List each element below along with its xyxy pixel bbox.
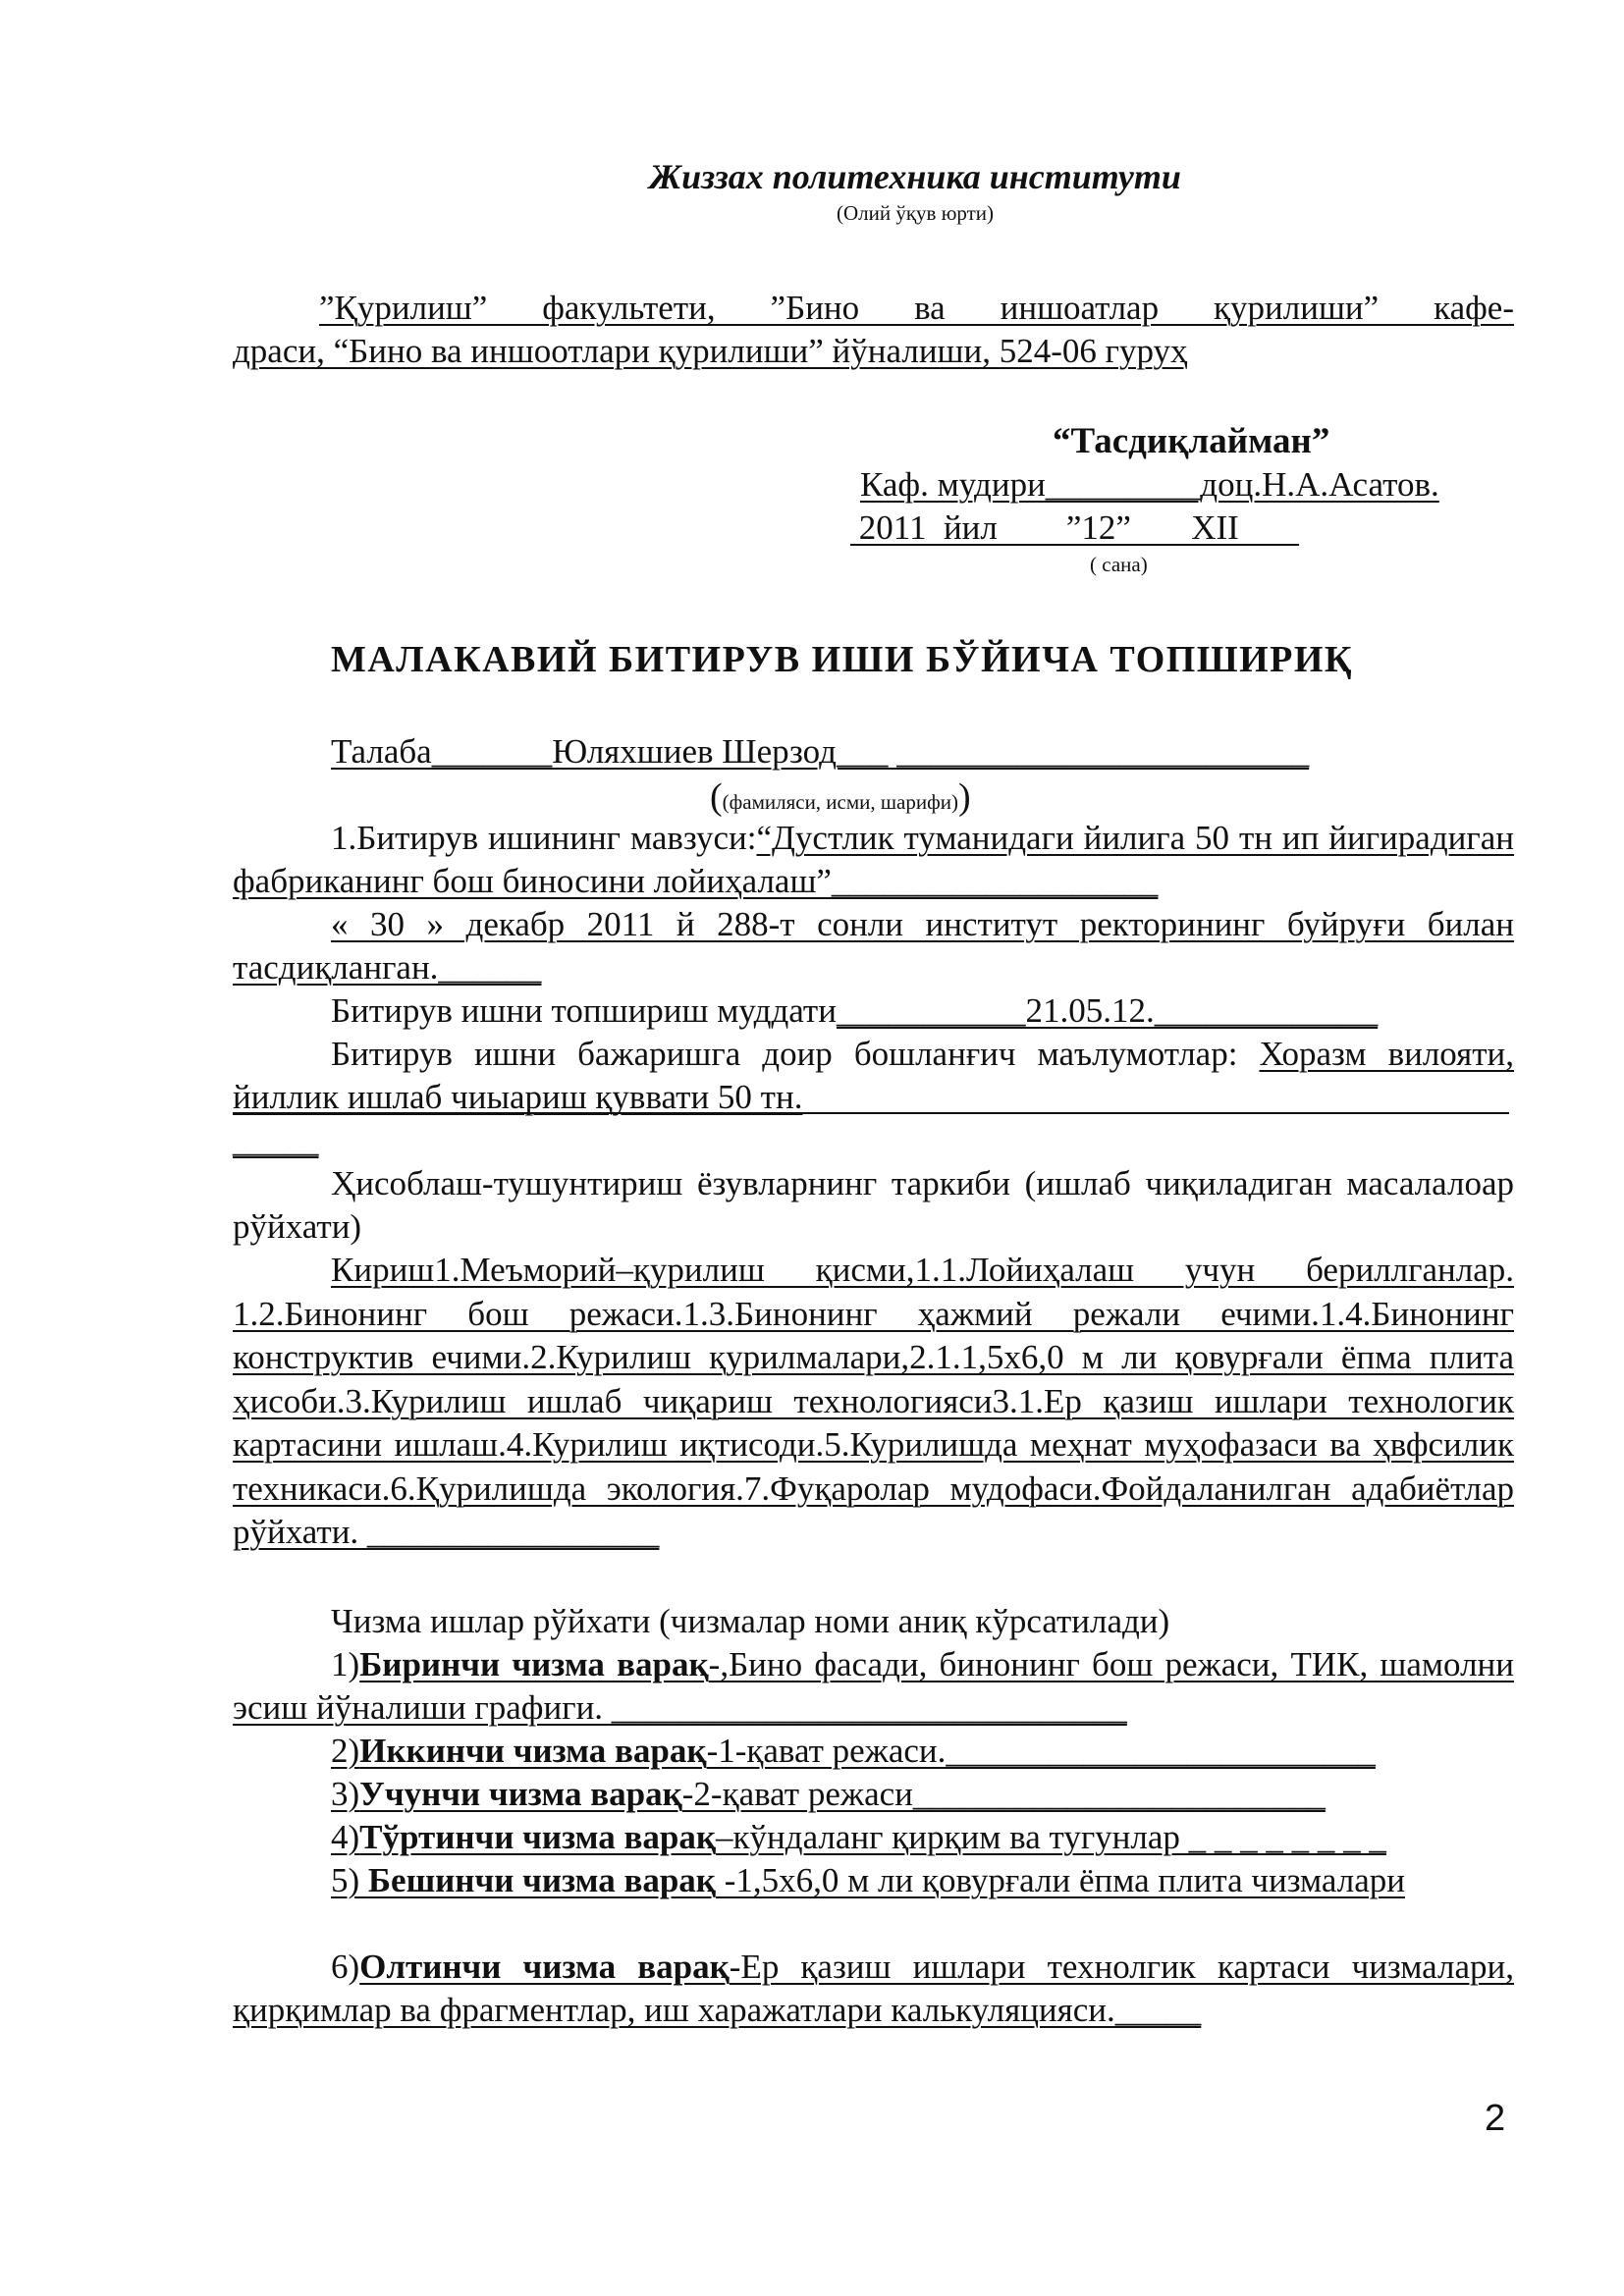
drawing-item-3: 3)Учунчи чизма варақ-2-қават режаси________________________: [331, 1775, 1326, 1813]
drawing-item-4: 4)Тўртинчи чизма варақ–кўндаланг қирқим ва тугунлар _ _ _ _ _ _ _ _: [331, 1818, 1386, 1856]
date-note: ( сана): [1090, 553, 1148, 576]
faculty-line-1: ”Қурилиш” факультети, ”Бино ва иншоатлар қурилиши” кафе-: [319, 289, 1514, 327]
drawing-item-2: 2)Иккинчи чизма варақ-1-қават режаси._________________________: [331, 1732, 1376, 1770]
drawing-item-6: 6)Олтинчи чизма варақ-Ер қазиш ишлари технолгик картаси чизмалари, қирқимлар ва фрагментлар, иш харажатлари калькуляцияси._____: [233, 1948, 1514, 2029]
divider-rule: [233, 1112, 1509, 1114]
faculty-line-2: драси, “Бино ва иншоотлари қурилиши” йўналиши, 524-06 гуруҳ: [233, 332, 1188, 370]
page-number: 2: [1485, 2098, 1506, 2139]
drawings-heading: Чизма ишлар рўйхати (чизмалар номи аниқ кўрсатилади): [331, 1602, 1170, 1640]
initial-data-paragraph: Битирув ишни бажаришга доир бошланғич маълумотлар: Хоразм вилояти, йиллик ишлаб чиыариш қуввати 50 тн.: [233, 1035, 1514, 1116]
student-note: ((фамиляси, исми, шарифи)): [710, 776, 971, 818]
order-paragraph: « 30 » декабр 2011 й 288-т сонли институт ректорининг буйруғи билан тасдиқланган.______: [233, 905, 1514, 987]
initial-data-tail: _____: [233, 1121, 319, 1159]
contents-heading: Ҳисоблаш-тушунтириш ёзувларнинг таркиби (ишлаб чиқиладиган масалалоар рўйхати): [233, 1164, 1514, 1246]
deadline-line: Битирув ишни топшириш муддати___________21.05.12._____________: [331, 991, 1379, 1030]
drawing-item-5: 5) Бешинчи чизма варақ -1,5х6,0 м ли қовурғали ёпма плита чизмалари: [331, 1861, 1406, 1899]
task-title: МАЛАКАВИЙ БИТИРУВ ИШИ БЎЙИЧА ТОПШИРИҚ: [331, 639, 1353, 680]
drawing-item-1: 1)Биринчи чизма варақ-,Бино фасади, бинонинг бош режаси, ТИК, шамолни эсиш йўналиши графиги. ______________________________: [233, 1645, 1514, 1727]
contents-text: Кириш1.Меъморий–қурилиш қисми,1.1.Лойиҳалаш учун бериллганлар. 1.2.Бинонинг бош режаси.1.3.Бинонинг ҳажмий режали ечими.1.4.Бинонинг конструктив ечими.2.Курилиш қурилмалари,2.1.1,5х6,0 м ли қовурғали ёпма плита ҳисоби.3.Курилиш ишлаб чиқариш технологияси3.1.Ер қазиш ишлари технологик картасини ишлаш.4.Курилиш иқтисоди.5.Курилишда меҳнат муҳофазаси ва ҳвфсилик техникаси.6.Қурилишда экология.7.Фуқаролар мудофаси.Фойдаланилган адабиётлар рўйхати. _________________: [233, 1251, 1514, 1551]
topic-paragraph: 1.Битирув ишининг мавзуси:“Дустлик туманидаги йилига 50 тн ип йигирадиган фабриканинг бош биносини лойиҳалаш”___________________: [233, 819, 1514, 900]
student-line: Талаба_______Юляхшиев Шерзод___ ________________________: [331, 732, 1310, 771]
approval-title: “Тасдиқлайман”: [1053, 421, 1330, 461]
approval-head-line: Каф. мудири_________доц.Н.А.Асатов.: [860, 465, 1439, 504]
approval-date-line: 2011 йил ”12” XII: [850, 508, 1300, 547]
institute-note: (Олий ўқув юрти): [836, 201, 995, 225]
institute-name: Жиззах политехника институти: [649, 157, 1181, 196]
